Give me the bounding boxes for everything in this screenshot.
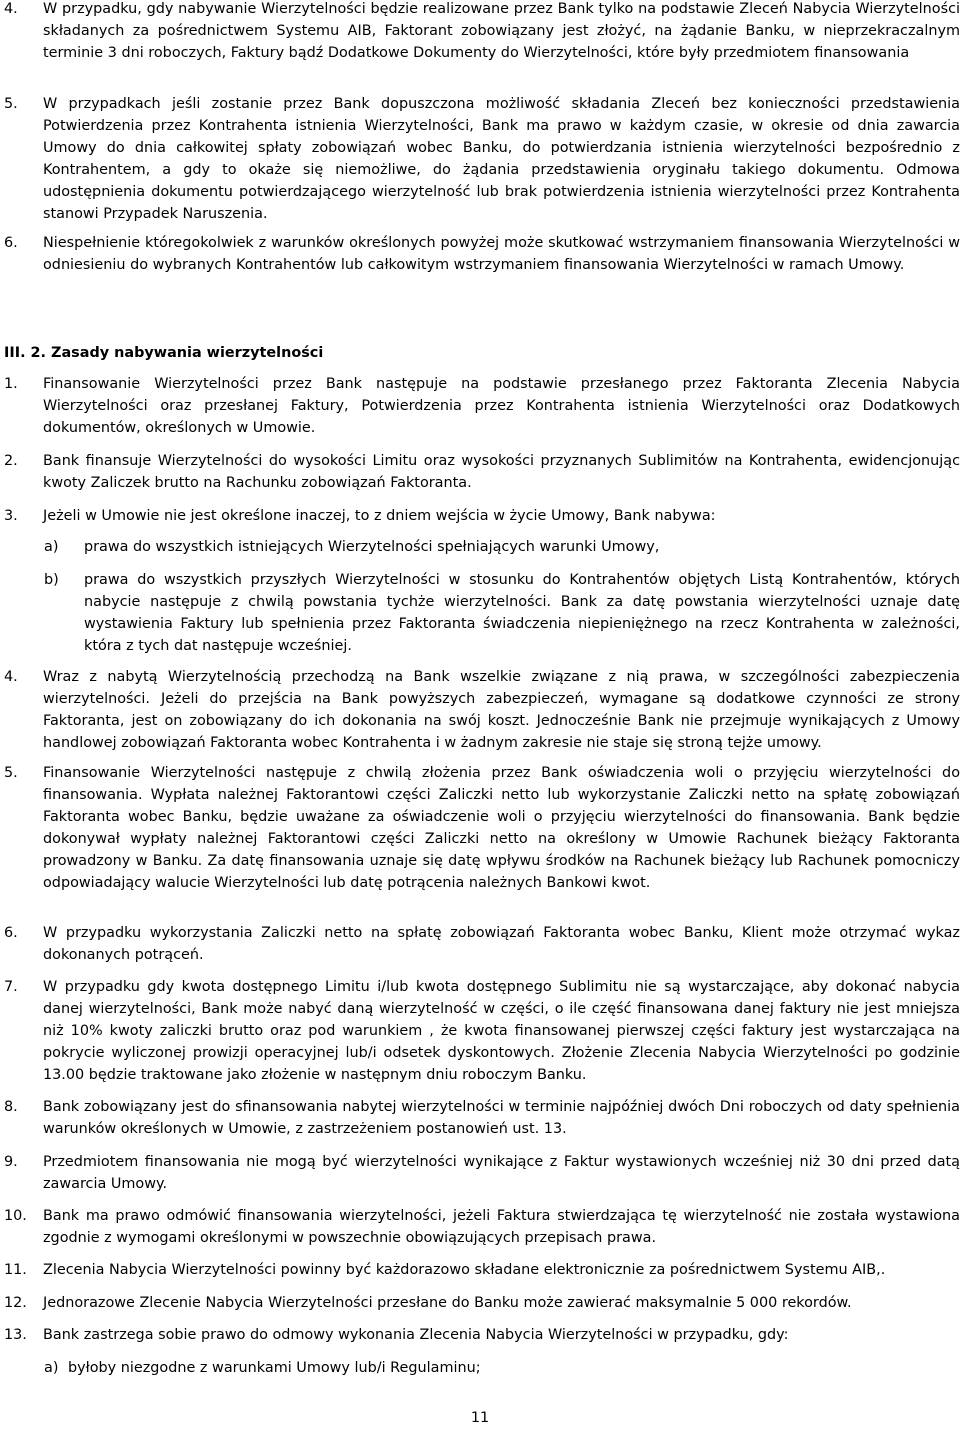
list-item-text: Zlecenia Nabycia Wierzytelności powinny być każdorazowo składane elektronicznie za pośrednictwem Systemu AIB,. bbox=[43, 1262, 886, 1278]
sub-list-item-text: prawa do wszystkich przyszłych Wierzytelności w stosunku do Kontrahentów objętych Listą Kontrahentów, których nabycie następuje z chwilą powstania tychże wierzytelności. Bank za datę powstania wierzytelności uznaje datę wystawienia Faktury lub spełnienia przez Faktoranta świadczenia niepieniężnego na rzecz Kontrahenta w zależności, która z tych dat następuje wcześniej. bbox=[84, 572, 960, 654]
sub-list-item-text: prawa do wszystkich istniejących Wierzytelności spełniających warunki Umowy, bbox=[84, 539, 660, 555]
list-item bbox=[4, 1205, 960, 1249]
list-item bbox=[4, 0, 960, 64]
list-item bbox=[4, 1259, 960, 1281]
page-number: 11 bbox=[470, 1410, 490, 1426]
list-item-number: 3. bbox=[4, 508, 18, 524]
list-item-number: 10. bbox=[4, 1208, 27, 1224]
list-item-text: Jeżeli w Umowie nie jest określone inaczej, to z dniem wejścia w życie Umowy, Bank nabywa: bbox=[43, 508, 716, 524]
list-item-number: 11. bbox=[4, 1262, 27, 1278]
list-item bbox=[4, 1324, 960, 1346]
list-item-number: 5. bbox=[4, 765, 18, 781]
list-item-text: W przypadkach jeśli zostanie przez Bank dopuszczona możliwość składania Zleceń bez konieczności przedstawienia Potwierdzenia przez Kontrahenta istnienia Wierzytelności, Bank ma prawo w każdym czasie, w okresie od dnia zawarcia Umowy do dnia całkowitej spłaty zobowiązań wobec Banku, do potwierdzania istnienia wierzytelności bezpośrednio z Kontrahentem, a gdy to okaże się niemożliwe, do żądania przedstawienia oryginału takiego dokumentu. Odmowa udostępnienia dokumentu potwierdzającego wierzytelność lub brak potwierdzenia istnienia wierzytelności przez Kontrahenta stanowi Przypadek Naruszenia. bbox=[43, 96, 960, 222]
sub-list-item-letter: a) bbox=[44, 539, 59, 555]
list-item-text: W przypadku gdy kwota dostępnego Limitu i/lub kwota dostępnego Sublimitu nie są wystarczające, aby dokonać nabycia danej wierzytelności, Bank może nabyć daną wierzytelność w części, o ile część finansowana danej faktury nie jest mniejsza niż 10% kwoty zaliczki brutto oraz pod warunkiem , że kwota finansowanej pierwszej części faktury jest wystarczająca na pokrycie wyliczonej prowizji operacyjnej lub/i odsetek dyskontowych. Złożenie Zlecenia Nabycia Wierzytelności po godzinie 13.00 będzie traktowane jako złożenie w następnym dniu roboczym Banku. bbox=[43, 979, 960, 1083]
sub-list-item-letter: a) bbox=[44, 1360, 59, 1376]
list-item-number: 1. bbox=[4, 376, 18, 392]
sub-list-item bbox=[44, 1357, 960, 1379]
list-item-number: 6. bbox=[4, 925, 18, 941]
list-item-number: 12. bbox=[4, 1295, 27, 1311]
list-item-number: 13. bbox=[4, 1327, 27, 1343]
list-item-text: W przypadku wykorzystania Zaliczki netto na spłatę zobowiązań Faktoranta wobec Banku, Klient może otrzymać wykaz dokonanych potrąceń. bbox=[43, 925, 960, 963]
list-item-text: Bank ma prawo odmówić finansowania wierzytelności, jeżeli Faktura stwierdzająca tę wierzytelność nie została wystawiona zgodnie z wymogami określonymi w powszechnie obowiązujących przepisach prawa. bbox=[43, 1208, 960, 1246]
list-item-number: 9. bbox=[4, 1154, 18, 1170]
list-item-number: 4. bbox=[4, 1, 18, 17]
list-item bbox=[4, 1151, 960, 1195]
list-item-number: 7. bbox=[4, 979, 18, 995]
list-item-number: 5. bbox=[4, 96, 18, 112]
sub-list-item bbox=[44, 536, 960, 558]
list-item bbox=[4, 505, 960, 527]
list-item-number: 2. bbox=[4, 453, 18, 469]
list-item bbox=[4, 93, 960, 225]
list-item-number: 6. bbox=[4, 235, 18, 251]
list-item bbox=[4, 1096, 960, 1140]
list-item bbox=[4, 373, 960, 439]
list-item-number: 4. bbox=[4, 669, 18, 685]
list-item bbox=[4, 762, 960, 894]
list-item-text: W przypadku, gdy nabywanie Wierzytelności będzie realizowane przez Bank tylko na podstawie Zleceń Nabycia Wierzytelności składanych za pośrednictwem Systemu AIB, Faktorant zobowiązany jest złożyć, na żądanie Banku, w nieprzekraczalnym terminie 3 dni roboczych, Faktury bądź Dodatkowe Dokumenty do Wierzytelności, które były przedmiotem finansowania bbox=[43, 1, 960, 61]
list-item bbox=[4, 1292, 960, 1314]
sub-list-item bbox=[44, 569, 960, 657]
list-item-text: Przedmiotem finansowania nie mogą być wierzytelności wynikające z Faktur wystawionych wcześniej niż 30 dni przed datą zawarcia Umowy. bbox=[43, 1154, 960, 1192]
list-item-text: Bank finansuje Wierzytelności do wysokości Limitu oraz wysokości przyznanych Sublimitów na Kontrahenta, ewidencjonując kwoty Zaliczek brutto na Rachunku zobowiązań Faktoranta. bbox=[43, 453, 960, 491]
list-item-text: Bank zobowiązany jest do sfinansowania nabytej wierzytelności w terminie najpóźniej dwóch Dni roboczych od daty spełnienia warunków określonych w Umowie, z zastrzeżeniem postanowień ust. 13. bbox=[43, 1099, 960, 1137]
list-item-text: Niespełnienie któregokolwiek z warunków określonych powyżej może skutkować wstrzymaniem finansowania Wierzytelności w odniesieniu do wybranych Kontrahentów lub całkowitym wstrzymaniem finansowania Wierzytelności w ramach Umowy. bbox=[43, 235, 960, 273]
list-item bbox=[4, 450, 960, 494]
list-item-number: 8. bbox=[4, 1099, 18, 1115]
list-item bbox=[4, 922, 960, 966]
section-heading: III. 2. Zasady nabywania wierzytelności bbox=[4, 345, 324, 361]
sub-list-item-letter: b) bbox=[44, 572, 59, 588]
sub-list-item-text: byłoby niezgodne z warunkami Umowy lub/i Regulaminu; bbox=[68, 1360, 481, 1376]
list-item-text: Bank zastrzega sobie prawo do odmowy wykonania Zlecenia Nabycia Wierzytelności w przypadku, gdy: bbox=[43, 1327, 789, 1343]
list-item bbox=[4, 666, 960, 754]
list-item-text: Finansowanie Wierzytelności następuje z chwilą złożenia przez Bank oświadczenia woli o przyjęciu wierzytelności do finansowania. Wypłata należnej Faktorantowi części Zaliczki netto lub wykorzystanie Zaliczki netto na spłatę zobowiązań Faktoranta wobec Banku, będzie uważane za oświadczenie woli o przyjęciu wierzytelności do finansowania. Bank będzie dokonywał wypłaty należnej Faktorantowi części Zaliczki netto na określony w Umowie Rachunek bieżący Faktoranta prowadzony w Banku. Za datę finansowania uznaje się datę wpływu środków na Rachunek bieżący lub Rachunek pomocniczy odpowiadający walucie Wierzytelności lub datę potrącenia należnych Bankowi kwot. bbox=[43, 765, 960, 891]
list-item-text: Wraz z nabytą Wierzytelnością przechodzą na Bank wszelkie związane z nią prawa, w szczególności zabezpieczenia wierzytelności. Jeżeli do przejścia na Bank powyższych zabezpieczeń, wymagane są dodatkowe czynności ze strony Faktoranta, jest on zobowiązany do ich dokonania na swój koszt. Jednocześnie Bank nie przejmuje wynikających z Umowy handlowej zobowiązań Faktoranta wobec Kontrahenta i w żadnym zakresie nie staje się stroną tejże umowy. bbox=[43, 669, 960, 751]
list-item-text: Finansowanie Wierzytelności przez Bank następuje na podstawie przesłanego przez Faktoranta Zlecenia Nabycia Wierzytelności oraz przesłanej Faktury, Potwierdzenia przez Kontrahenta istnienia Wierzytelności oraz Dodatkowych dokumentów, określonych w Umowie. bbox=[43, 376, 960, 436]
list-item bbox=[4, 232, 960, 276]
list-item-text: Jednorazowe Zlecenie Nabycia Wierzytelności przesłane do Banku może zawierać maksymalnie 5 000 rekordów. bbox=[43, 1295, 852, 1311]
list-item bbox=[4, 976, 960, 1086]
